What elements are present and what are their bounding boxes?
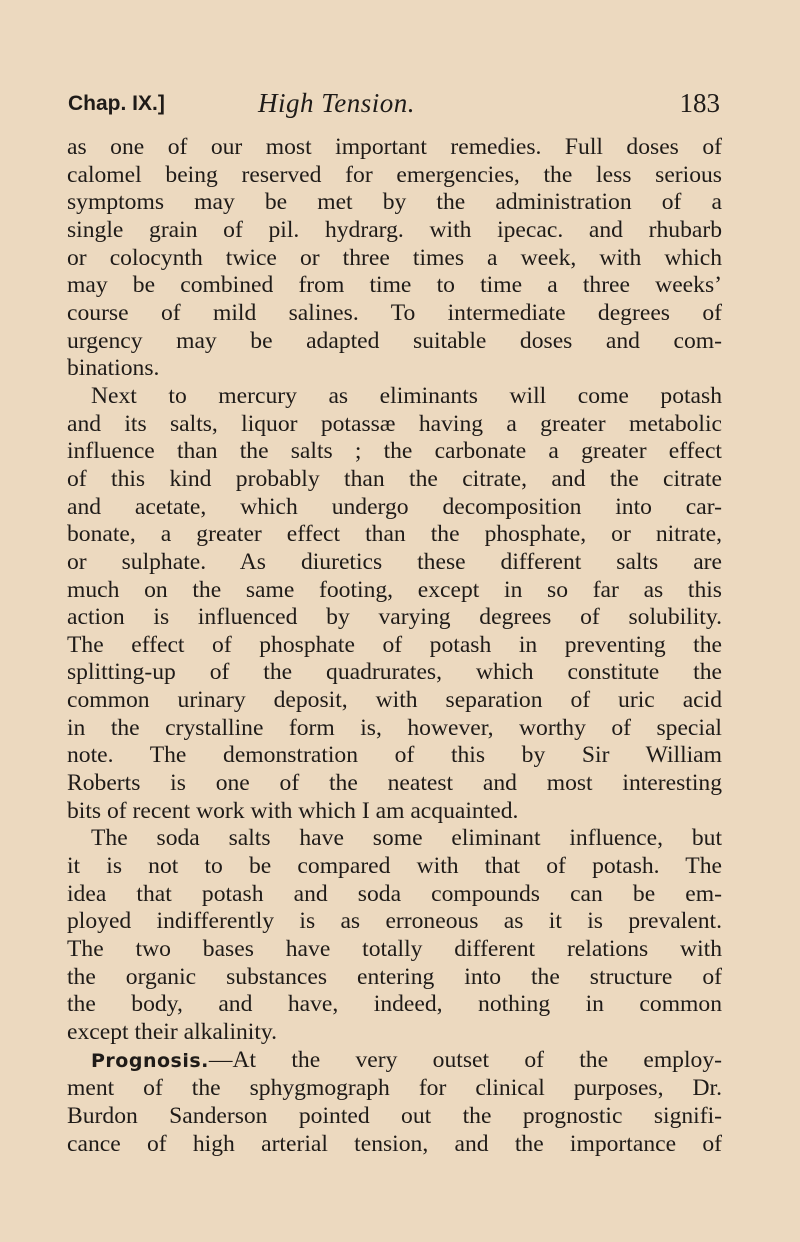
text-line: The soda salts have some eliminant influence, but — [91, 825, 722, 852]
page-number: 183 — [679, 88, 720, 118]
text-line: symptoms may be met by the administration of a — [67, 189, 722, 216]
text-line: bonate, a greater effect than the phosphate, or nitrate, — [67, 521, 722, 548]
text-line: urgency may be adapted suitable doses and com- — [67, 327, 722, 354]
text-line: course of mild salines. To intermediate degrees of — [67, 299, 722, 326]
text-line: the body, and have, indeed, nothing in common — [67, 991, 722, 1018]
text-line: may be combined from time to time a three weeks’ — [67, 272, 722, 299]
text-line: common urinary deposit, with separation of uric acid — [67, 687, 722, 714]
chapter-label: Chap. IX.] — [68, 92, 165, 115]
text-line: except their alkalinity. — [67, 1019, 278, 1045]
text-line: The effect of phosphate of potash in preventing the — [67, 631, 722, 658]
text-line: calomel being reserved for emergencies, the less serious — [67, 161, 722, 188]
text-line: idea that potash and soda compounds can be em- — [67, 880, 722, 907]
text-line: of this kind probably than the citrate, and the citrate — [67, 465, 722, 492]
text-line: influence than the salts ; the carbonate a greater effect — [67, 438, 722, 465]
text-line: binations. — [67, 355, 160, 382]
text-line: The two bases have totally different relations with — [67, 936, 722, 963]
text-line: Roberts is one of the neatest and most interesting — [67, 770, 722, 797]
running-title: High Tension. — [258, 88, 416, 118]
text-line: splitting-up of the quadrurates, which constitute the — [67, 659, 722, 686]
text-line: the organic substances entering into the structure of — [67, 963, 722, 990]
prognosis-heading: Prognosis. — [91, 1049, 209, 1072]
text-line: it is not to be compared with that of potash. The — [67, 853, 722, 880]
text-line: note. The demonstration of this by Sir William — [67, 742, 722, 769]
prognosis-first-line — [67, 1047, 722, 1076]
text-line: or colocynth twice or three times a week, with which — [67, 244, 722, 271]
text-line: ployed indifferently is as erroneous as it is prevalent. — [67, 908, 722, 935]
text-line: much on the same footing, except in so far as this — [67, 576, 722, 603]
text-line: single grain of pil. hydrarg. with ipecac. and rhubarb — [67, 216, 722, 243]
text-line: bits of recent work with which I am acquainted. — [67, 797, 519, 824]
text-line: ment of the sphygmograph for clinical purposes, Dr. — [67, 1075, 722, 1102]
running-head — [68, 88, 720, 122]
prognosis-first-line-text: —At the very outset of the employ- — [208, 1046, 722, 1073]
text-line: as one of our most important remedies. Full doses of — [67, 134, 722, 160]
text-line: in the crystalline form is, however, worthy of special — [67, 714, 722, 741]
body-text — [67, 134, 722, 1158]
text-line: cance of high arterial tension, and the importance of — [67, 1130, 722, 1157]
text-line: or sulphate. As diuretics these different salts are — [67, 548, 722, 575]
text-line: and acetate, which undergo decomposition into car- — [67, 493, 722, 520]
text-line: Next to mercury as eliminants will come potash — [91, 382, 722, 409]
text-line: and its salts, liquor potassæ having a greater metabolic — [67, 410, 722, 437]
text-line: action is influenced by varying degrees of solubility. — [67, 604, 722, 631]
text-line: Burdon Sanderson pointed out the prognostic signifi- — [67, 1102, 722, 1129]
